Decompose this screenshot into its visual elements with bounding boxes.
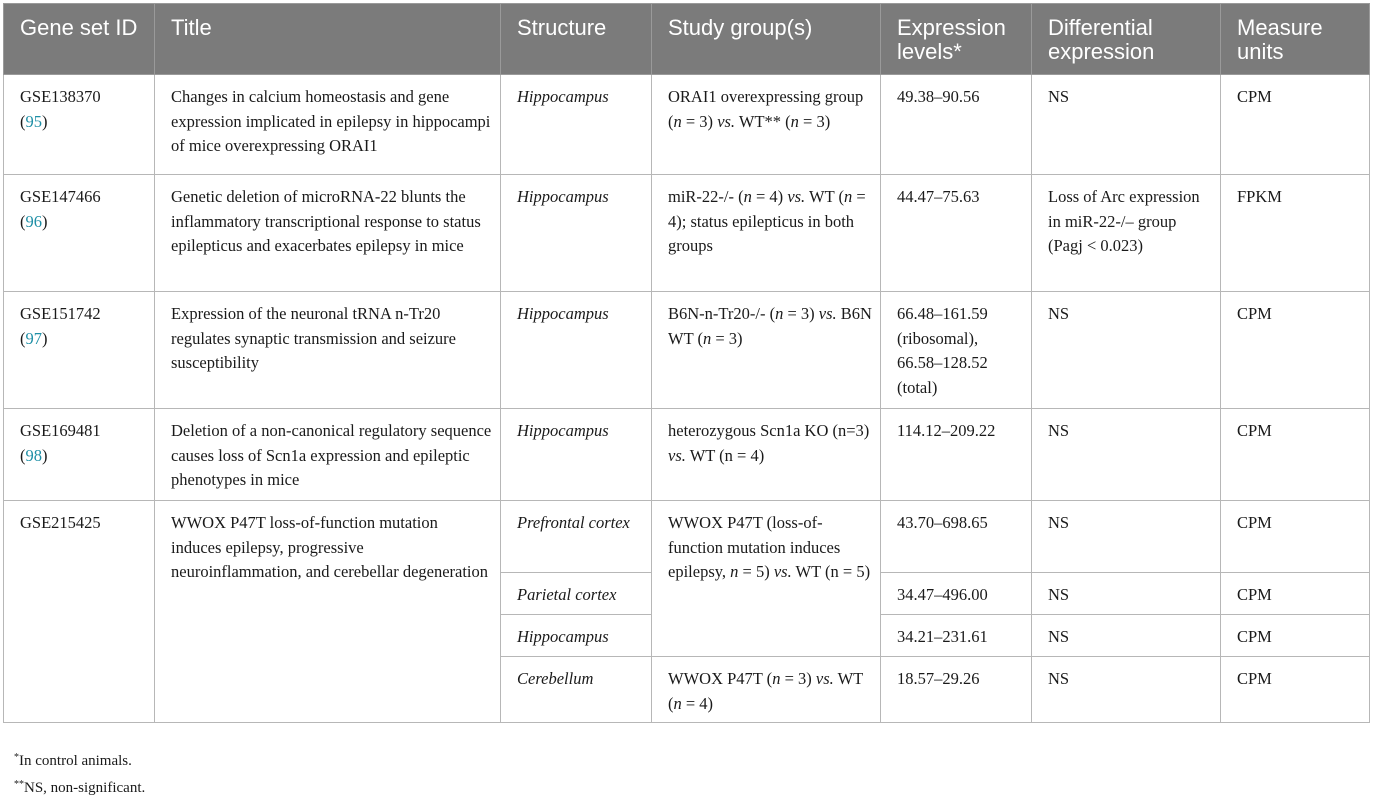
gene-set-id: GSE138370 [20,87,101,106]
differential-expression-cell: NS [1032,657,1221,723]
measure-units-cell: CPM [1221,292,1370,409]
reference-link[interactable]: 95 [25,111,42,131]
study-group-cell: ORAI1 overexpressing group (n = 3) vs. WT** (n = 3) [652,75,881,175]
title-cell: Changes in calcium homeostasis and gene expression implicated in epilepsy in hippocampi of mice overexpressing ORAI1 [155,75,501,175]
table-footnotes [14,746,145,800]
differential-expression-cell: NS [1032,615,1221,657]
structure-cell: Hippocampus [501,75,652,175]
gene-set-id-cell [4,501,155,723]
title-cell: WWOX P47T loss-of-function mutation induces epilepsy, progressive neuroinflammation, and cerebellar degeneration [155,501,501,723]
study-group-cell: miR-22-/- (n = 4) vs. WT (n = 4); status epilepticus in both groups [652,175,881,292]
differential-expression-cell: NS [1032,573,1221,615]
footnote-non-significant: **NS, non-significant. [14,779,146,796]
structure-cell: Hippocampus [501,409,652,501]
title-cell: Expression of the neuronal tRNA n-Tr20 regulates synaptic transmission and seizure susceptibility [155,292,501,409]
differential-expression-cell: NS [1032,409,1221,501]
gene-set-id-cell: GSE151742 (97) [4,292,155,409]
reference-link[interactable]: 98 [25,445,42,465]
gene-set-id: GSE169481 [20,421,101,440]
measure-units-cell: CPM [1221,75,1370,175]
study-group-cell: WWOX P47T (loss-of-function mutation induces epilepsy, n = 5) vs. WT (n = 5) [652,501,881,657]
measure-units-cell: CPM [1221,657,1370,723]
header-row [4,4,1370,75]
header-differential-expression: Differential expression [1032,4,1221,75]
gene-set-id: GSE215425 [20,513,101,532]
study-group-cell: heterozygous Scn1a KO (n=3) vs. WT (n = 4) [652,409,881,501]
expression-cell: 18.57–29.26 [881,657,1032,723]
gene-set-id: GSE151742 [20,304,101,323]
gene-set-id-cell: GSE138370 (95) [4,75,155,175]
expression-cell: 66.48–161.59 (ribosomal), 66.58–128.52 (total) [881,292,1032,409]
structure-cell: Hippocampus [501,615,652,657]
header-expression-levels: Expression levels* [881,4,1032,75]
expression-cell: 49.38–90.56 [881,75,1032,175]
differential-expression-cell: NS [1032,292,1221,409]
measure-units-cell: CPM [1221,573,1370,615]
gene-set-id: GSE147466 [20,187,101,206]
differential-expression-cell: NS [1032,75,1221,175]
structure-cell: Hippocampus [501,175,652,292]
header-title: Title [155,4,501,75]
measure-units-cell: FPKM [1221,175,1370,292]
differential-expression-cell: Loss of Arc expression in miR-22-/– group (Pagj < 0.023) [1032,175,1221,292]
table-row [4,409,1370,501]
structure-cell: Prefrontal cortex [501,501,652,573]
header-measure-units: Measure units [1221,4,1370,75]
gene-set-id-cell: GSE169481 (98) [4,409,155,501]
title-cell: Genetic deletion of microRNA-22 blunts the inflammatory transcriptional response to status epilepticus and exacerbates epilepsy in mice [155,175,501,292]
title-cell: Deletion of a non-canonical regulatory sequence causes loss of Scn1a expression and epileptic phenotypes in mice [155,409,501,501]
study-group-cell: WWOX P47T (n = 3) vs. WT (n = 4) [652,657,881,723]
study-group-cell: B6N-n-Tr20-/- (n = 3) vs. B6N WT (n = 3) [652,292,881,409]
measure-units-cell: CPM [1221,501,1370,573]
table-row [4,292,1370,409]
gene-set-id-cell: GSE147466 (96) [4,175,155,292]
footnote-control-animals: *In control animals. [14,752,132,769]
expression-cell: 43.70–698.65 [881,501,1032,573]
expression-cell: 34.47–496.00 [881,573,1032,615]
reference-link[interactable]: 97 [25,328,42,348]
header-gene-set-id: Gene set ID [4,4,155,75]
header-study-groups: Study group(s) [652,4,881,75]
header-structure: Structure [501,4,652,75]
structure-cell: Cerebellum [501,657,652,723]
table-row [4,501,1370,573]
structure-cell: Parietal cortex [501,573,652,615]
structure-cell: Hippocampus [501,292,652,409]
differential-expression-cell: NS [1032,501,1221,573]
measure-units-cell: CPM [1221,409,1370,501]
expression-cell: 114.12–209.22 [881,409,1032,501]
table-row [4,175,1370,292]
gene-set-table [3,3,1370,723]
table-row [4,75,1370,175]
expression-cell: 44.47–75.63 [881,175,1032,292]
reference-link[interactable]: 96 [25,211,42,231]
measure-units-cell: CPM [1221,615,1370,657]
expression-cell: 34.21–231.61 [881,615,1032,657]
